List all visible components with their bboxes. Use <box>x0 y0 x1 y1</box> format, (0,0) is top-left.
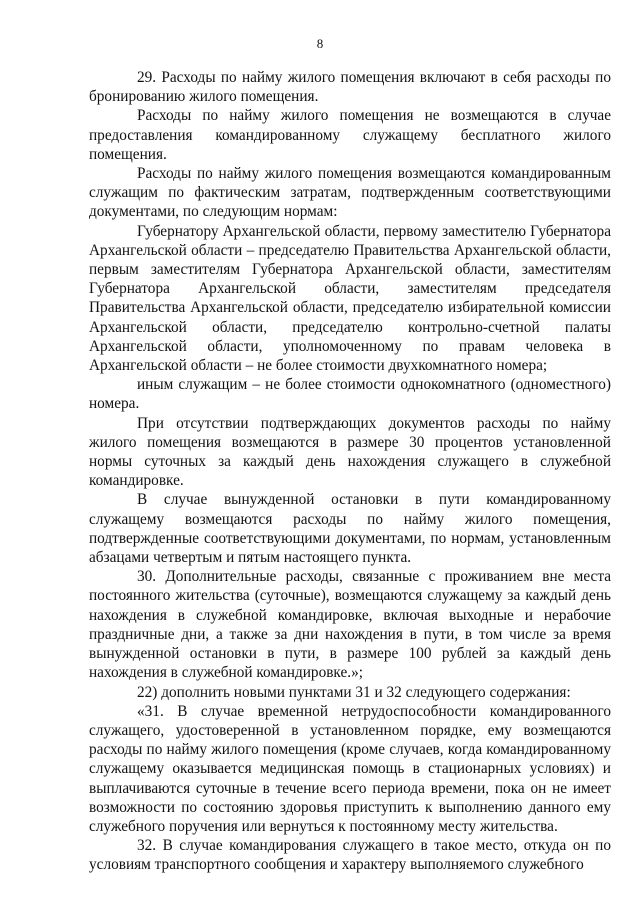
paragraph-31: «31. В случае временной нетрудоспособности командированного служащего, удостоверенной в установленном порядке, ему возмещаются расходы по найму жилого помещения (кроме случаев, когда командированному служащему оказывается медицинская помощь в стационарных условиях) и выплачиваются суточные в течение всего периода времени, пока он не имеет возможности по состоянию здоровья приступить к выполнению данного ему служебного поручения или вернуться к постоянному месту жительства. <box>89 702 611 835</box>
paragraph-governor-norm: Губернатору Архангельской области, первому заместителю Губернатора Архангельской области – председателю Правительства Архангельской области, первым заместителям Губернатора Архангельской области, заместителям Губернатора Архангельской области, заместителям председателя Правительства Архангельской области, председателю избирательной комиссии Архангельской области, председателю контрольно-счетной палаты Архангельской области, уполномоченному по правам человека в Архангельской области – не более стоимости двухкомнатного номера; <box>89 222 611 375</box>
paragraph-32: 32. В случае командирования служащего в такое место, откуда он по условиям транспортного сообщения и характеру выполняемого служебного <box>89 837 611 874</box>
document-body <box>89 68 611 875</box>
paragraph-29: 29. Расходы по найму жилого помещения включают в себя расходы по бронированию жилого помещения. <box>89 69 611 106</box>
page-number: 8 <box>316 36 324 51</box>
paragraph-reimbursement-norms: Расходы по найму жилого помещения возмещаются командированным служащим по фактическим затратам, подтвержденным соответствующими документами, по следующим нормам: <box>89 165 611 221</box>
paragraph-amendment-22: 22) дополнить новыми пунктами 31 и 32 следующего содержания: <box>137 683 571 701</box>
paragraph-other-employees-norm: иным служащим – не более стоимости однокомнатного (одноместного) номера. <box>89 376 611 413</box>
paragraph-no-documents: При отсутствии подтверждающих документов расходы по найму жилого помещения возмещаются в размере 30 процентов установленной нормы суточных за каждый день нахождения служащего в служебной командировке. <box>89 414 611 490</box>
paragraph-no-reimbursement: Расходы по найму жилого помещения не возмещаются в случае предоставления командированному служащему бесплатного жилого помещения. <box>89 107 611 163</box>
paragraph-30: 30. Дополнительные расходы, связанные с проживанием вне места постоянного жительства (суточные), возмещаются служащему за каждый день нахождения в служебной командировке, включая выходные и нерабочие праздничные дни, а также за дни нахождения в пути, в том числе за время вынужденной остановки в пути, в размере 100 рублей за каждый день нахождения в служебной командировке.»; <box>89 568 611 682</box>
paragraph-forced-stop: В случае вынужденной остановки в пути командированному служащему возмещаются расходы по найму жилого помещения, подтвержденные соответствующими документами, по нормам, установленным абзацами четвертым и пятым настоящего пункта. <box>89 491 611 567</box>
